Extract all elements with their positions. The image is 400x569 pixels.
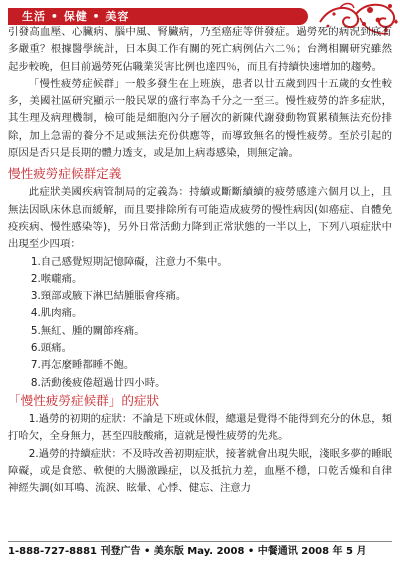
stage-paragraph-1: 1.過勞的初期的症狀：不論是下班或休假，總還是覺得不能得到充分的休息，頻打哈欠，全身無力，甚至四肢酸痛，這就是慢性疲勞的先兆。 — [8, 412, 392, 443]
symptom-item: 6.頭痛。 — [30, 342, 72, 355]
article-body — [8, 24, 392, 497]
symptom-item: 1.自己感覺短期記憶障礙，注意力不集中。 — [30, 255, 228, 268]
intro-paragraph-1: 引發高血壓、心臟病、腦中風、腎臟病，乃至癌症等併發症。過勞死的病況到底有多嚴重？根據醫學統計，日本與工作有關的死亡病例佔六二％；台灣相關研究雖然起步較晚，但目前過勞死佔職業災害比例也達四％，而且有持續快速增加的趨勢。 — [8, 26, 392, 73]
section-title: 生活 • 保健 • 美容 — [22, 10, 130, 23]
symptom-item: 5.無紅、腫的關節疼痛。 — [30, 324, 145, 337]
definition-paragraph: 此症狀美國疾病管制局的定義為：持續或斷斷續續的疲勞感達六個月以上，且無法因臥床休息而緩解，而且要排除所有可能造成疲勞的慢性病因(如癌症、自體免疫疾病、慢性感染等)，另外日常活動力降到正常狀態的一半以上，下列八項症狀中出現至少四項： — [8, 186, 392, 251]
page-footer: 1-888-727-8881 刊登广告 • 美东版 May. 2008 • 中餐通讯 2008 年 5 月 — [8, 541, 392, 561]
symptoms-heading: 「慢性疲勞症候群」的症狀 — [8, 392, 160, 408]
intro-paragraph-2: 「慢性疲勞症候群」一般多發生在上班族，患者以廿五歲到四十五歲的女性較多，美國社區研究顯示一般民眾的盛行率為千分之一至三。慢性疲勞的許多症狀，其生理及病理機制，檢可能是細胞內分子層次的新陳代謝發動物質累積無法充份排除，加上急需的養分不足或無法充份供應等，而導致無名的慢性疲勞。至於引起的原因是否只是長期的體力透支，或是加上病毒感染，則無定論。 — [8, 77, 392, 160]
symptom-item: 4.肌肉痛。 — [30, 307, 83, 320]
symptom-item: 7.再怎麼睡都睡不飽。 — [30, 359, 135, 372]
definition-heading: 慢性疲勞症候群定義 — [8, 166, 122, 182]
stage-paragraph-2: 2.過勞的持續症狀：不及時改善初期症狀，接著就會出現失眠，淺眠多夢的睡眠障礙，或是食慾、軟便的大腸激躁症，以及抵抗力差，血壓不穩，口乾舌燥和自律神經失調(如耳鳴、流淚、眩暈、心悸、健忘、注意力 — [8, 447, 392, 495]
section-header-bar — [8, 8, 308, 25]
symptom-item: 3.頸部或腋下淋巴結腫脹會疼痛。 — [30, 290, 187, 303]
symptom-item: 2.喉嚨痛。 — [30, 272, 83, 285]
symptom-item: 8.活動後疲倦超過廿四小時。 — [30, 376, 166, 389]
